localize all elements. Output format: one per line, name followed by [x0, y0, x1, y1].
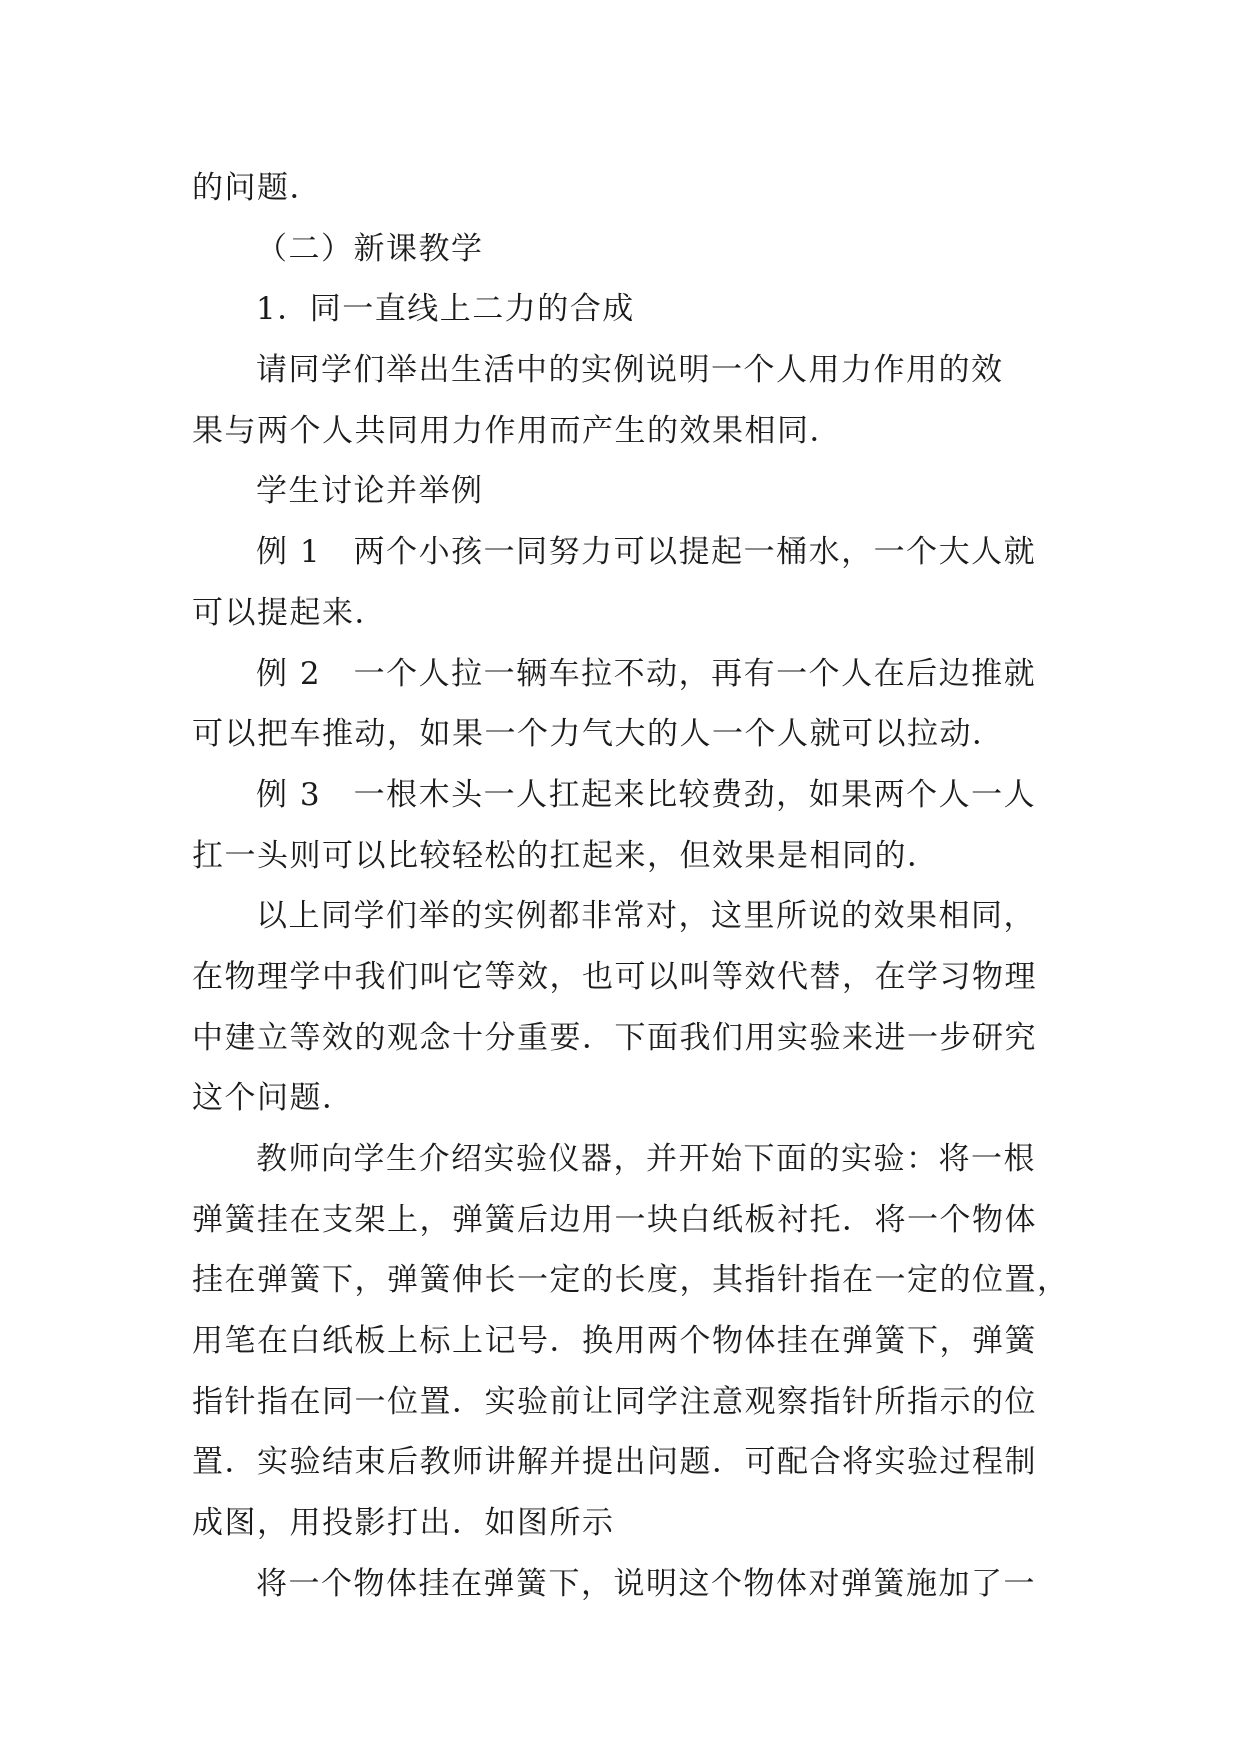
text-line: 在物理学中我们叫它等效，也可以叫等效代替，在学习物理	[192, 958, 1037, 995]
text-line: 的问题．	[192, 170, 322, 206]
text-line: 这个问题．	[192, 1080, 355, 1117]
text-line: 果与两个人共同用力作用而产生的效果相同．	[192, 412, 842, 449]
text-line: 指针指在同一位置．实验前让同学注意观察指针所指示的位	[192, 1383, 1037, 1420]
section-heading: （二）新课教学	[256, 230, 484, 267]
text-line: 用笔在白纸板上标上记号．换用两个物体挂在弹簧下，弹簧	[192, 1323, 1037, 1360]
text-line: 扛一头则可以比较轻松的扛起来，但效果是相同的．	[192, 837, 940, 874]
text-line: 成图，用投影打出．如图所示	[192, 1505, 615, 1542]
text-line: 弹簧挂在支架上，弹簧后边用一块白纸板衬托．将一个物体	[192, 1201, 1037, 1238]
text-line: 挂在弹簧下，弹簧伸长一定的长度，其指针指在一定的位置，	[192, 1262, 1070, 1299]
text-line: 可以把车推动，如果一个力气大的人一个人就可以拉动．	[192, 716, 1005, 753]
text-line: 教师向学生介绍实验仪器，并开始下面的实验：将一根	[256, 1141, 1036, 1177]
subsection-heading: 1．同一直线上二力的合成	[256, 291, 635, 328]
text-line: 中建立等效的观念十分重要．下面我们用实验来进一步研究	[192, 1019, 1037, 1056]
body-text	[192, 158, 1070, 1615]
example-1-line: 例 1 两个小孩一同努力可以提起一桶水，一个大人就	[256, 534, 1037, 571]
text-line: 以上同学们举的实例都非常对，这里所说的效果相同，	[256, 898, 1036, 935]
text-line: 将一个物体挂在弹簧下，说明这个物体对弹簧施加了一	[256, 1565, 1036, 1602]
text-line: 可以提起来．	[192, 594, 387, 631]
text-line: 学生讨论并举例	[256, 473, 484, 510]
text-line: 置．实验结束后教师讲解并提出问题．可配合将实验过程制	[192, 1444, 1037, 1481]
text-line: 请同学们举出生活中的实例说明一个人用力作用的效	[256, 352, 1004, 389]
example-2-line: 例 2 一个人拉一辆车拉不动，再有一个人在后边推就	[256, 655, 1037, 692]
example-3-line: 例 3 一根木头一人扛起来比较费劲，如果两个人一人	[256, 776, 1037, 813]
